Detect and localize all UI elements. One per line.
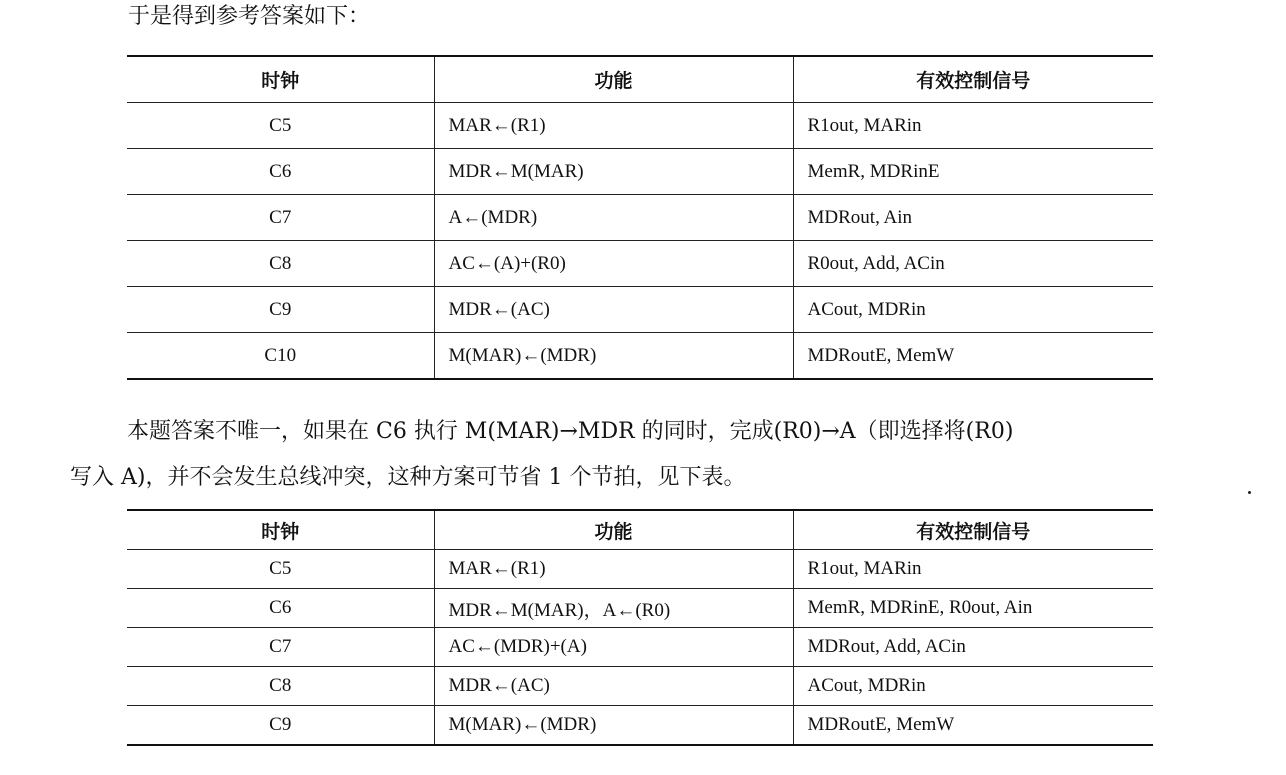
function-cell: M(MAR)←(MDR) <box>434 333 793 380</box>
function-cell: MDR←(AC) <box>434 667 793 706</box>
function-cell: MAR←(R1) <box>434 550 793 589</box>
explanation-paragraph <box>70 409 1220 501</box>
intro-text: 于是得到参考答案如下： <box>128 4 371 29</box>
print-speck <box>1248 491 1251 494</box>
clock-cell: C10 <box>127 333 434 380</box>
function-cell: MDR←M(MAR)，A←(R0) <box>434 589 793 628</box>
table-row <box>127 103 1153 149</box>
clock-cell: C7 <box>127 628 434 667</box>
function-cell: MDR←(AC) <box>434 287 793 333</box>
table-header-row <box>127 510 1153 550</box>
header-control-signals: 有效控制信号 <box>793 56 1153 103</box>
control-signal-table-1 <box>127 55 1153 380</box>
signals-cell: MemR, MDRinE, R0out, Ain <box>793 589 1153 628</box>
table-row <box>127 667 1153 706</box>
paragraph-line-1: 本题答案不唯一，如果在 C6 执行 M(MAR)→MDR 的同时，完成(R0)→A（即选择将(R0) <box>127 419 1014 444</box>
function-cell: M(MAR)←(MDR) <box>434 706 793 746</box>
table-row <box>127 628 1153 667</box>
clock-cell: C8 <box>127 241 434 287</box>
signals-cell: R0out, Add, ACin <box>793 241 1153 287</box>
signals-cell: R1out, MARin <box>793 550 1153 589</box>
clock-cell: C9 <box>127 287 434 333</box>
signals-cell: MemR, MDRinE <box>793 149 1153 195</box>
function-cell: A←(MDR) <box>434 195 793 241</box>
table-row <box>127 195 1153 241</box>
signals-cell: MDRout, Ain <box>793 195 1153 241</box>
paragraph-line-2: 写入 A)，并不会发生总线冲突，这种方案可节省 1 个节拍，见下表。 <box>70 465 746 490</box>
signals-cell: ACout, MDRin <box>793 667 1153 706</box>
table-row <box>127 333 1153 380</box>
table-header-row <box>127 56 1153 103</box>
control-signal-table-2 <box>127 509 1153 746</box>
function-cell: MAR←(R1) <box>434 103 793 149</box>
header-control-signals: 有效控制信号 <box>793 510 1153 550</box>
table-row <box>127 287 1153 333</box>
table-row <box>127 589 1153 628</box>
function-cell: AC←(A)+(R0) <box>434 241 793 287</box>
signals-cell: R1out, MARin <box>793 103 1153 149</box>
table-row <box>127 149 1153 195</box>
function-cell: AC←(MDR)+(A) <box>434 628 793 667</box>
clock-cell: C7 <box>127 195 434 241</box>
signals-cell: MDRoutE, MemW <box>793 706 1153 746</box>
table-row <box>127 550 1153 589</box>
header-function: 功能 <box>434 510 793 550</box>
clock-cell: C5 <box>127 103 434 149</box>
table-row <box>127 706 1153 746</box>
signals-cell: MDRout, Add, ACin <box>793 628 1153 667</box>
table-row <box>127 241 1153 287</box>
function-cell: MDR←M(MAR) <box>434 149 793 195</box>
clock-cell: C9 <box>127 706 434 746</box>
header-clock: 时钟 <box>127 510 434 550</box>
clock-cell: C6 <box>127 149 434 195</box>
clock-cell: C5 <box>127 550 434 589</box>
header-clock: 时钟 <box>127 56 434 103</box>
clock-cell: C6 <box>127 589 434 628</box>
signals-cell: MDRoutE, MemW <box>793 333 1153 380</box>
header-function: 功能 <box>434 56 793 103</box>
clock-cell: C8 <box>127 667 434 706</box>
signals-cell: ACout, MDRin <box>793 287 1153 333</box>
